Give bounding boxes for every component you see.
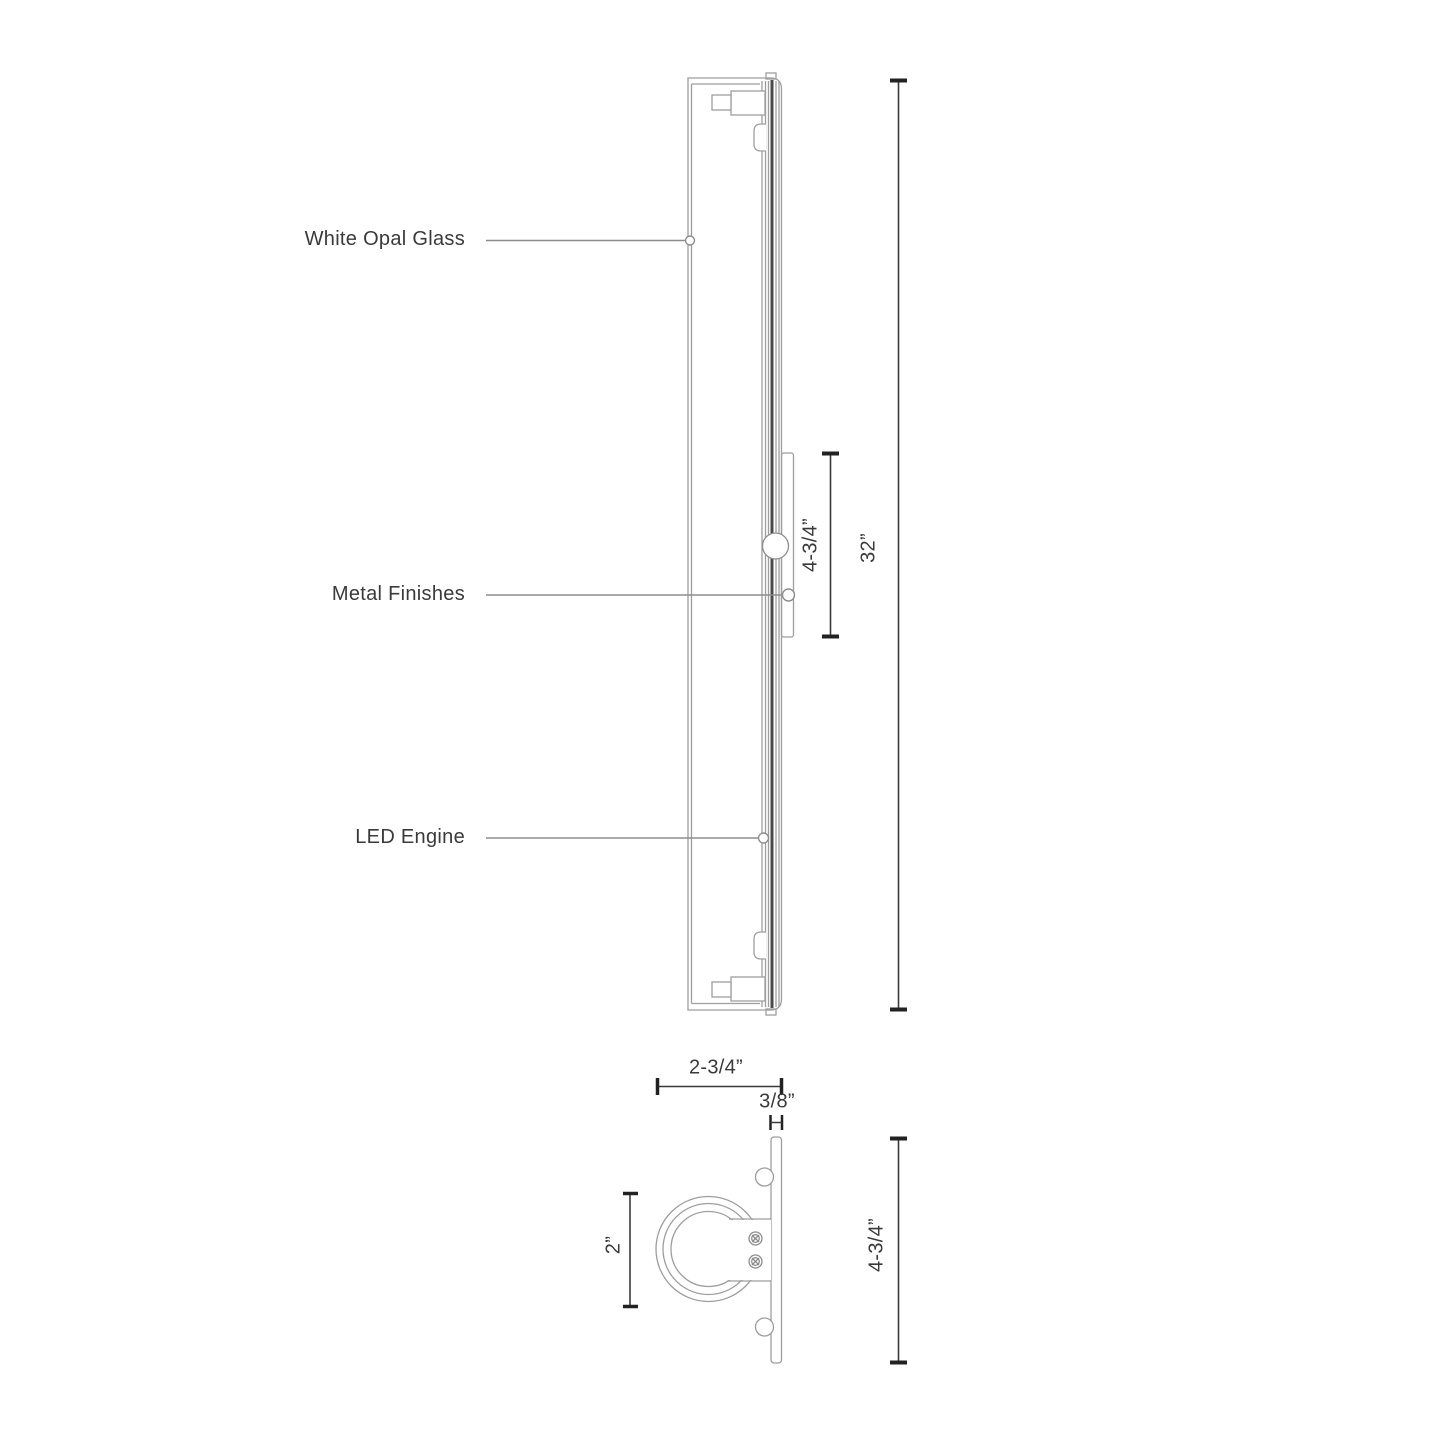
- mounting-knob: [763, 533, 789, 559]
- dim-overall-height: [890, 81, 907, 1010]
- callout-white-opal-glass: White Opal Glass: [304, 228, 465, 251]
- callout-metal-finishes: Metal Finishes: [331, 583, 465, 606]
- bracket-mask: [724, 1220, 771, 1280]
- bottom-socket: [712, 977, 765, 1001]
- side-view: [688, 73, 794, 1015]
- dim-label-backplate-side: 4-3/4”: [799, 517, 822, 573]
- leader-dot-white-opal-glass: [686, 236, 695, 245]
- top-clip: [754, 124, 766, 151]
- callout-leaders: [486, 236, 795, 843]
- bottom-view: [656, 1137, 782, 1363]
- dim-label-fixture-depth: 2-3/4”: [688, 1056, 744, 1079]
- callout-led-engine: LED Engine: [355, 826, 465, 849]
- leader-dot-led-engine: [759, 833, 769, 843]
- leader-dot-metal-finishes: [783, 589, 795, 601]
- dim-plate-thickness: [771, 1115, 783, 1130]
- bottom-clip: [754, 932, 766, 959]
- screw-head-top: [749, 1232, 762, 1245]
- dim-label-glass-diameter: 2”: [602, 1235, 625, 1255]
- dim-label-backplate-height: 4-3/4”: [865, 1217, 888, 1273]
- dim-label-overall-height: 32”: [857, 533, 880, 563]
- top-socket: [712, 91, 765, 115]
- dim-backplate-height: [890, 1139, 907, 1363]
- plate-bump-top: [756, 1168, 774, 1186]
- dim-backplate-side: [822, 454, 839, 637]
- screw-head-bottom: [749, 1255, 762, 1268]
- plate-bump-bottom: [756, 1318, 774, 1336]
- dim-label-plate-thickness: 3/8”: [759, 1090, 795, 1113]
